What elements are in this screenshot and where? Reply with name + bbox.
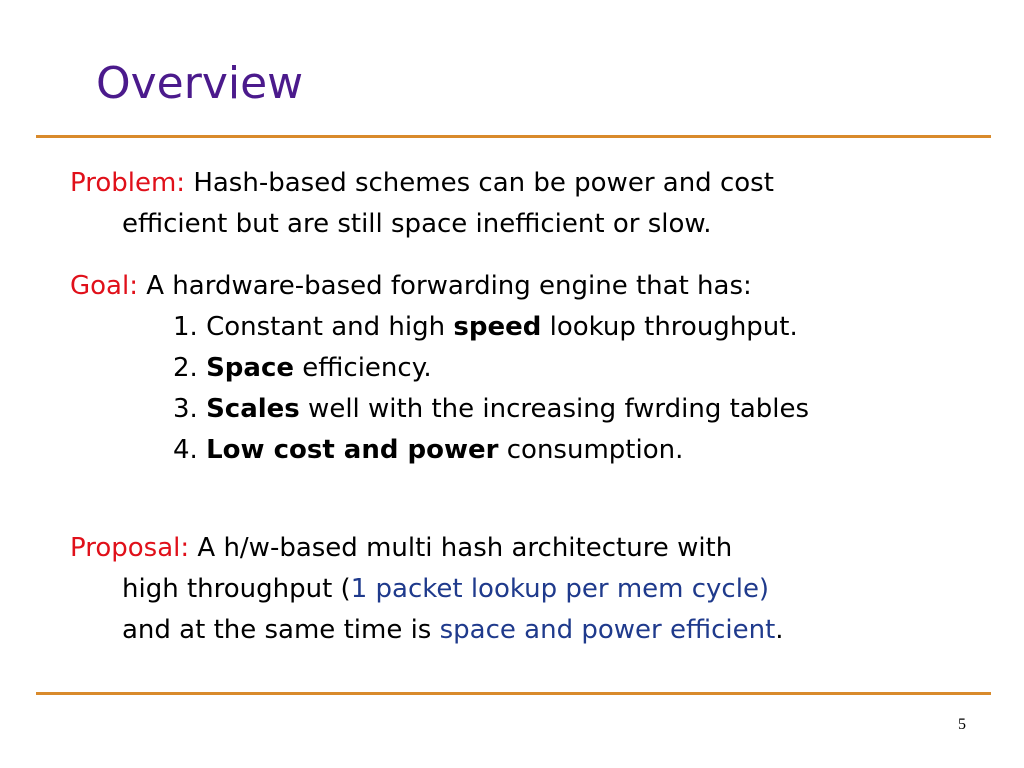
- goal-item-1: [70, 307, 970, 348]
- goal-item-1-bold: speed: [453, 312, 542, 342]
- goal-item-4-bold: Low cost and power: [206, 435, 499, 465]
- proposal-line-3: [70, 610, 970, 651]
- goal-item-1-number: 1.: [173, 312, 207, 342]
- goal-intro: A hardware-based forwarding engine that has:: [146, 271, 752, 301]
- page-number: 5: [958, 716, 966, 733]
- goal-item-2-bold: Space: [206, 353, 295, 383]
- proposal-period: .: [775, 615, 784, 645]
- proposal-label: Proposal:: [70, 533, 190, 563]
- proposal-line-2: [70, 569, 970, 610]
- goal-label: Goal:: [70, 271, 138, 301]
- goal-item-4-post: consumption.: [498, 435, 684, 465]
- problem-label: Problem:: [70, 168, 186, 198]
- proposal-text-3: and at the same time is: [122, 615, 440, 645]
- goal-item-3-number: 3.: [173, 394, 207, 424]
- goal-item-3-bold: Scales: [206, 394, 300, 424]
- problem-line-1: [70, 163, 970, 204]
- goal-intro-line: [70, 266, 970, 307]
- goal-item-2: [70, 348, 970, 389]
- top-divider: [36, 135, 991, 138]
- proposal-highlight-efficient: space and power efficient: [439, 615, 776, 645]
- goal-section: [70, 266, 970, 471]
- bottom-divider: [36, 692, 991, 695]
- goal-item-2-number: 2.: [173, 353, 207, 383]
- proposal-line-1: [70, 528, 970, 569]
- goal-item-1-post: lookup throughput.: [541, 312, 798, 342]
- goal-item-1-pre: Constant and high: [206, 312, 454, 342]
- problem-text-1: Hash-based schemes can be power and cost: [193, 168, 774, 198]
- problem-section: [70, 163, 970, 245]
- goal-item-4-number: 4.: [173, 435, 207, 465]
- goal-item-2-post: efficiency.: [294, 353, 432, 383]
- slide-title: Overview: [96, 58, 304, 109]
- proposal-section: [70, 528, 970, 651]
- proposal-text-1: A h/w-based multi hash architecture with: [197, 533, 733, 563]
- goal-item-3: [70, 389, 970, 430]
- problem-line-2: efficient but are still space inefficient or slow.: [122, 209, 712, 239]
- proposal-text-2: high throughput (: [122, 574, 351, 604]
- proposal-highlight-throughput: 1 packet lookup per mem cycle): [350, 574, 770, 604]
- goal-item-4: [70, 430, 970, 471]
- goal-item-3-post: well with the increasing fwrding tables: [299, 394, 810, 424]
